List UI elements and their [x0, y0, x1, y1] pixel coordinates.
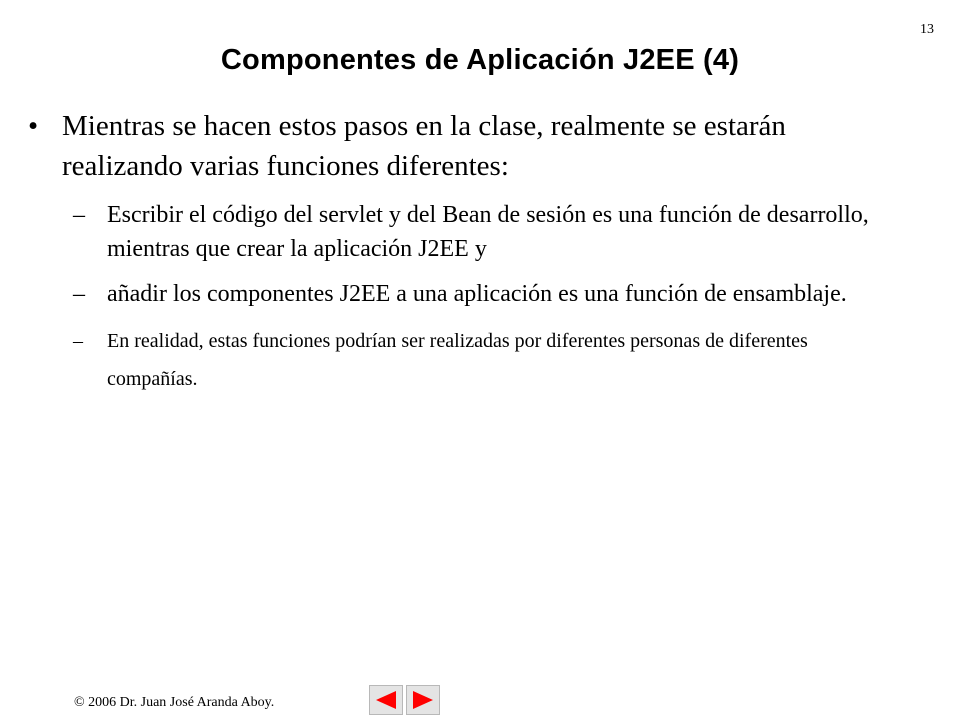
left-arrow-icon	[374, 689, 398, 711]
previous-slide-button[interactable]	[369, 685, 403, 715]
sub-bullet-marker: –	[73, 330, 83, 352]
sub-bullet-list	[28, 198, 898, 398]
sub-bullet-marker: –	[73, 281, 85, 307]
bullet-text: Mientras se hacen estos pasos en la clase, realmente se estarán realizando varias funciones diferentes:	[62, 110, 786, 182]
page-title: Componentes de Aplicación J2EE (4)	[220, 44, 740, 76]
content-area	[28, 106, 898, 409]
slide-navigation	[369, 685, 440, 715]
page-number: 13	[920, 22, 934, 37]
next-slide-button[interactable]	[406, 685, 440, 715]
bullet-marker: •	[28, 110, 39, 142]
sub-bullet-item	[73, 277, 898, 311]
right-arrow-icon	[411, 689, 435, 711]
sub-bullet-marker: –	[73, 202, 85, 228]
sub-bullet-text: añadir los componentes J2EE a una aplicación es una función de ensamblaje.	[107, 281, 847, 307]
sub-bullet-item	[73, 322, 898, 398]
sub-bullet-text: En realidad, estas funciones podrían ser realizadas por diferentes personas de diferentes compañías.	[107, 330, 808, 390]
bullet-item	[28, 106, 898, 186]
sub-bullet-item	[73, 198, 898, 266]
sub-bullet-text: Escribir el código del servlet y del Bean de sesión es una función de desarrollo, mientras que crear la aplicación J2EE y	[107, 202, 869, 262]
copyright-footer: © 2006 Dr. Juan José Aranda Aboy.	[74, 695, 275, 710]
